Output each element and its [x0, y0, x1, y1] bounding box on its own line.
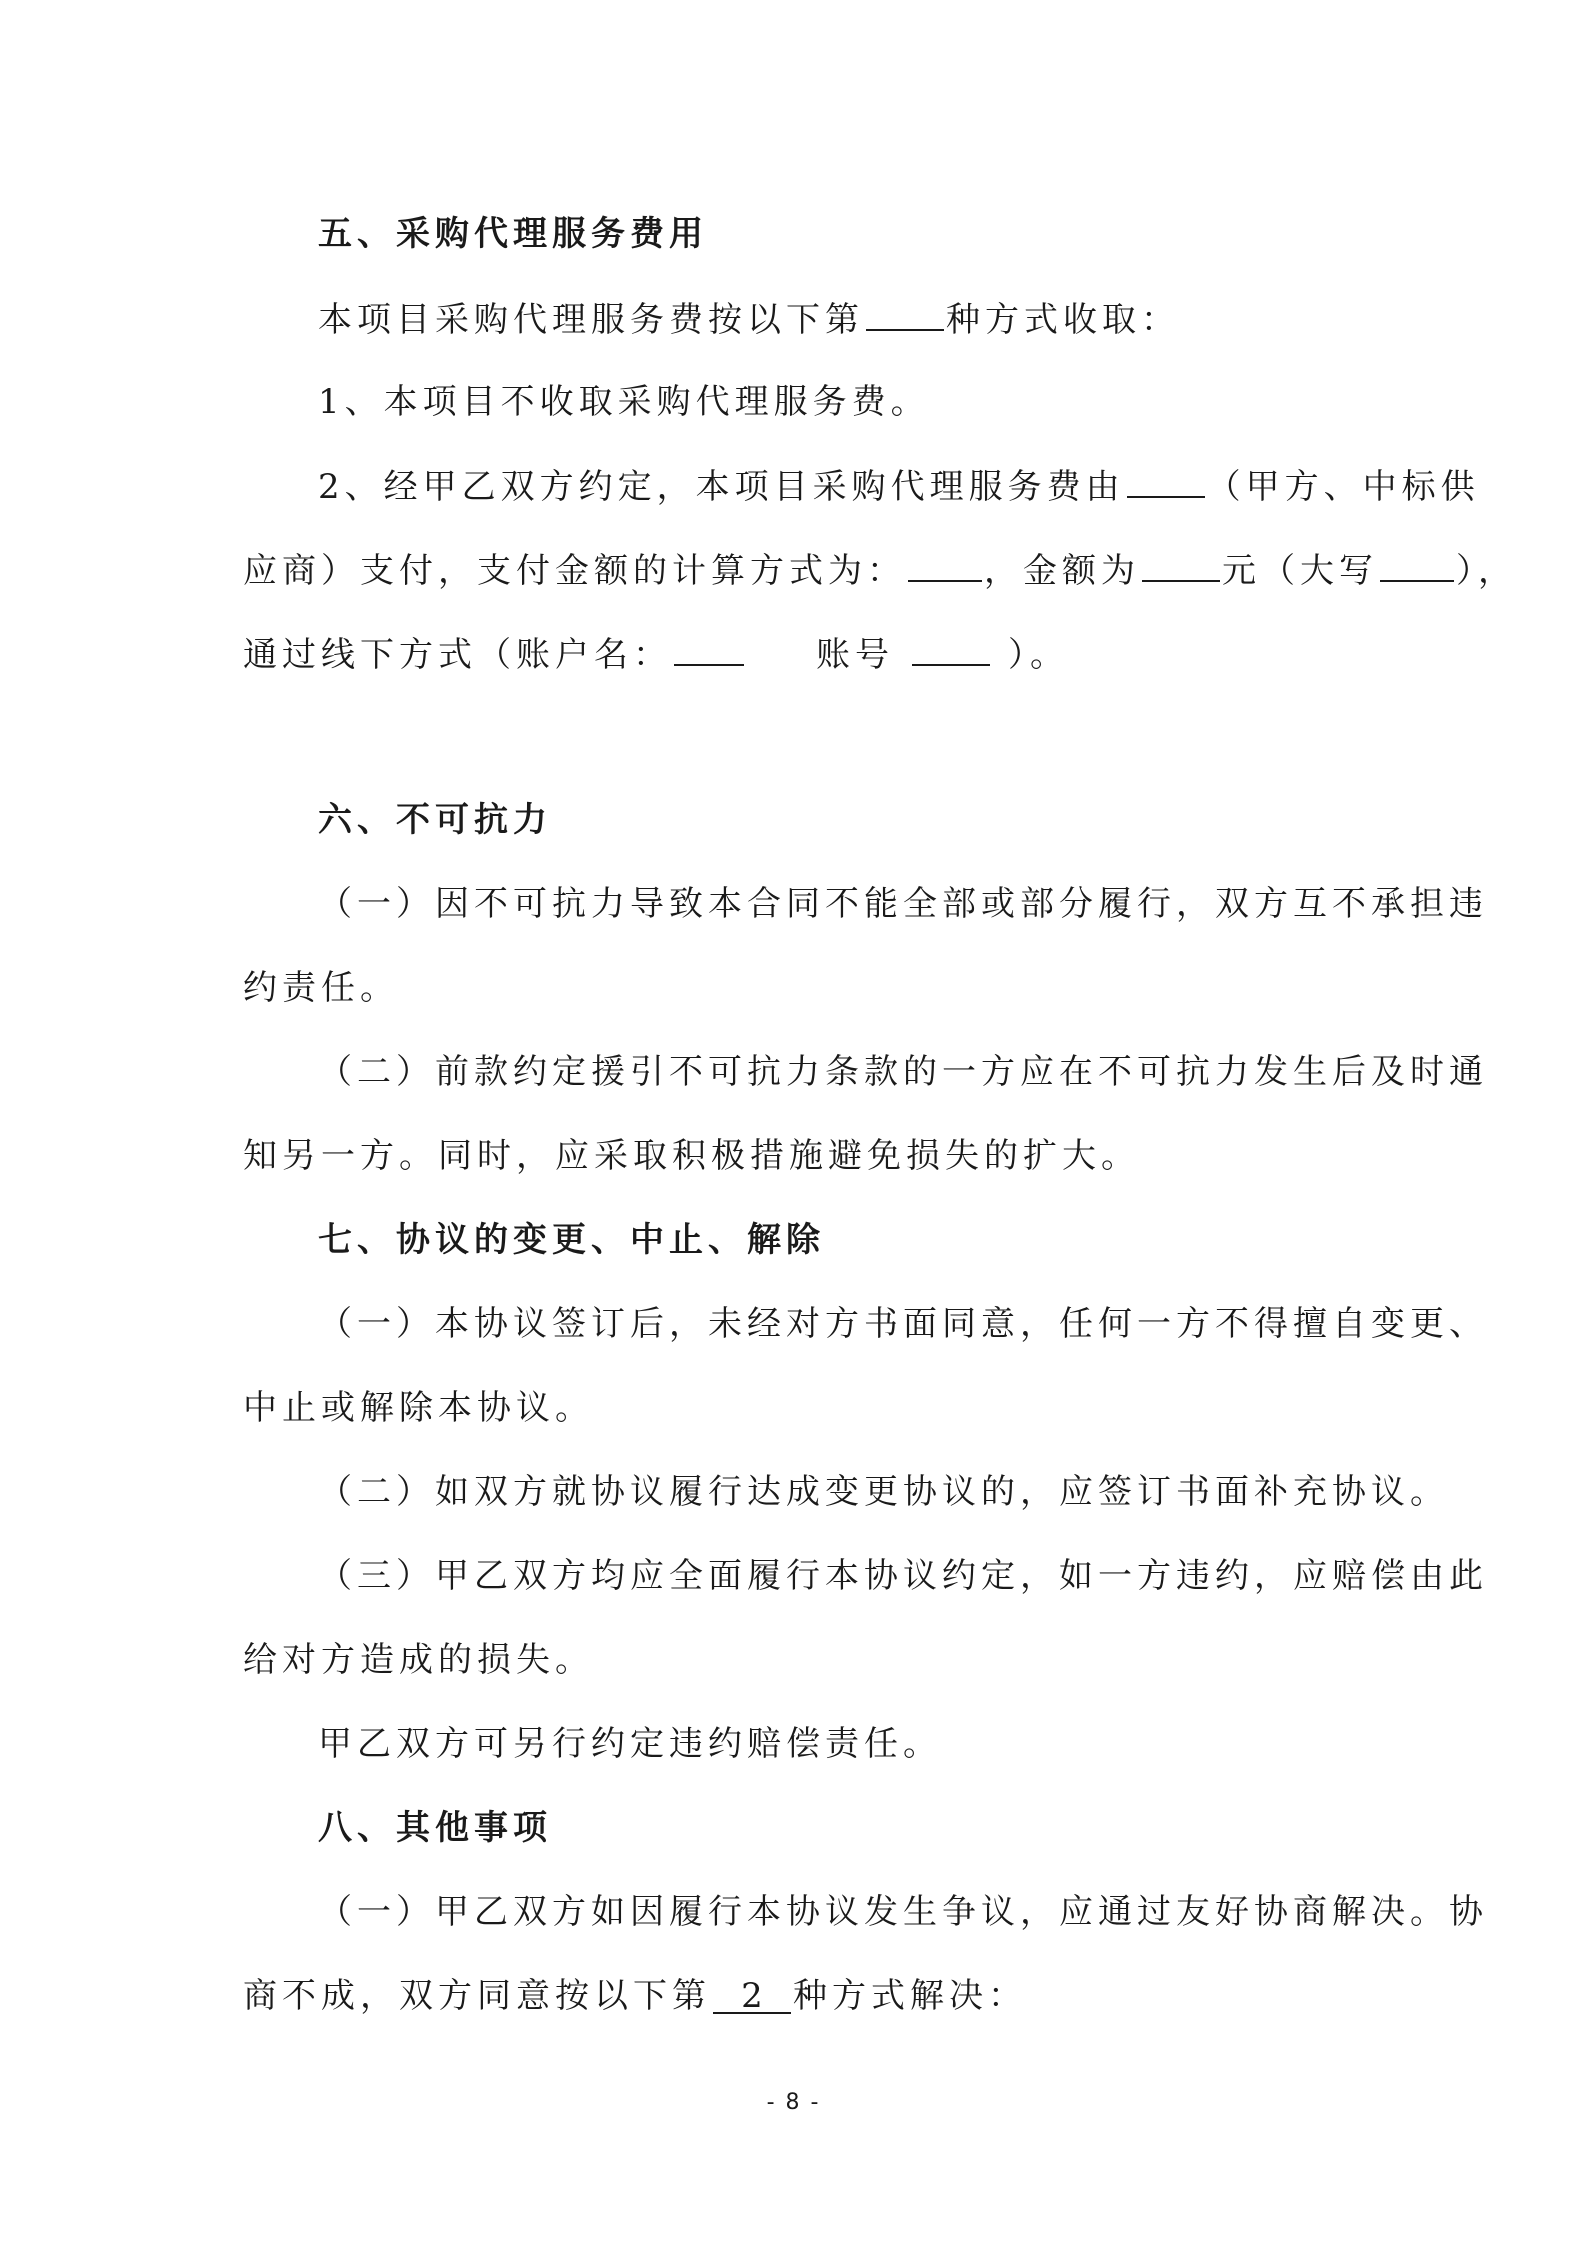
- section-7-heading: 七、协议的变更、中止、解除: [318, 1220, 825, 1260]
- section-7-paragraph-3-line-1: （三）甲乙双方均应全面履行本协议约定，如一方违约，应赔偿由此: [318, 1556, 1488, 1596]
- calc-method-blank: [908, 548, 982, 582]
- amount-blank: [1142, 548, 1220, 582]
- section-6-paragraph-1-line-1: （一）因不可抗力导致本合同不能全部或部分履行，双方互不承担违: [318, 884, 1488, 924]
- section-7-paragraph-1-line-1: （一）本协议签订后，未经对方书面同意，任何一方不得擅自变更、: [318, 1304, 1488, 1344]
- section-7-paragraph-4: 甲乙双方可另行约定违约赔偿责任。: [318, 1724, 942, 1764]
- section-7-paragraph-1-line-2: 中止或解除本协议。: [243, 1388, 594, 1428]
- section-5-paragraph-2: 1、本项目不收取采购代理服务费。: [318, 382, 930, 422]
- section-5-heading: 五、采购代理服务费用: [318, 214, 708, 254]
- section-5-paragraph-3-line-2: 应商）支付，支付金额的计算方式为： ，金额为 元（大写 ），: [243, 548, 1433, 593]
- section-6-heading: 六、不可抗力: [318, 800, 552, 840]
- section-6-paragraph-2-line-1: （二）前款约定援引不可抗力条款的一方应在不可抗力发生后及时通: [318, 1052, 1488, 1092]
- account-name-blank: [674, 632, 744, 666]
- section-6-paragraph-1-line-2: 约责任。: [243, 968, 399, 1008]
- section-5-paragraph-1: 本项目采购代理服务费按以下第 种方式收取：: [318, 297, 1508, 342]
- section-6-paragraph-2-line-2: 知另一方。同时，应采取积极措施避免损失的扩大。: [243, 1136, 1140, 1176]
- section-5-paragraph-3-line-3: 通过线下方式（账户名： 账号 ）。: [243, 632, 1433, 677]
- dispute-method-value: 2: [713, 1980, 791, 2014]
- page-number: - 8 -: [766, 2090, 821, 2115]
- section-7-paragraph-3-line-2: 给对方造成的损失。: [243, 1640, 594, 1680]
- section-7-paragraph-2: （二）如双方就协议履行达成变更协议的，应签订书面补充协议。: [318, 1472, 1449, 1512]
- account-number-blank: [912, 632, 990, 666]
- section-8-paragraph-1-line-2: 商不成，双方同意按以下第 2 种方式解决：: [243, 1976, 1027, 2016]
- section-8-heading: 八、其他事项: [318, 1808, 552, 1848]
- method-blank: [866, 297, 944, 331]
- section-5-paragraph-3-line-1: 2、经甲乙双方约定，本项目采购代理服务费由 （甲方、中标供: [318, 464, 1508, 509]
- section-8-paragraph-1-line-1: （一）甲乙双方如因履行本协议发生争议，应通过友好协商解决。协: [318, 1892, 1488, 1932]
- amount-in-words-blank: [1380, 548, 1454, 582]
- payer-blank: [1127, 464, 1205, 498]
